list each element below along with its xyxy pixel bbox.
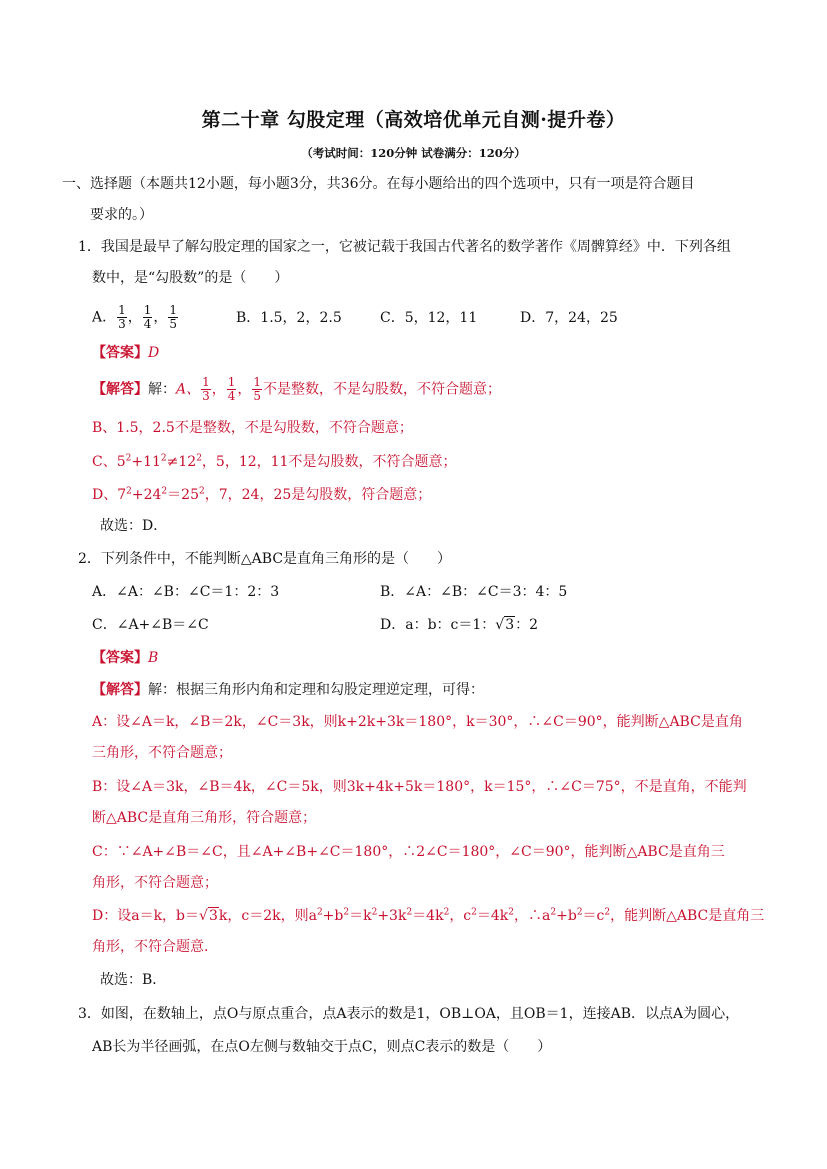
- doc-title: 第二十章 勾股定理（高效培优单元自测·提升卷）: [201, 109, 626, 131]
- fraction: $\frac{1}{5}$: [253, 375, 262, 403]
- fraction: $\frac{1}{3}$: [202, 375, 210, 403]
- q3-stem-line1: 3．如图，在数轴上，点O与原点重合，点A表示的数是1，OB⊥OA，且OB＝1，连接AB．以点A为圆心，: [78, 1006, 740, 1022]
- q1-option-c: C．5，12，11: [380, 310, 478, 326]
- q2-stem: 2．下列条件中，不能判断△ABC是直角三角形的是（ ）: [78, 551, 452, 567]
- q2-analysis-a-line1: A：设∠A＝k，∠B＝2k，∠C＝3k，则k+2k+3k＝180°，k＝30°，∴∠C＝90°，能判断△ABC是直角: [92, 714, 743, 730]
- q2-option-d: D．a：b：c＝1：√3：2: [380, 617, 539, 633]
- q2-answer: 【答案】B: [92, 650, 159, 666]
- fraction: $\frac{1}{4}$: [143, 303, 152, 331]
- q3-stem-line2: AB长为半径画弧，在点O左侧与数轴交于点C，则点C表示的数是（ ）: [92, 1039, 552, 1055]
- q1-option-d: D．7，24，25: [520, 310, 618, 326]
- q2-option-b: B．∠A：∠B：∠C＝3：4：5: [380, 584, 568, 600]
- sqrt-symbol: √3: [495, 617, 515, 633]
- q2-analysis-intro: 【解答】解：根据三角形内角和定理和勾股定理逆定理，可得：: [92, 682, 484, 698]
- q1-choose: 故选：D．: [100, 518, 168, 534]
- q2-option-c: C．∠A+∠B＝∠C: [92, 617, 209, 633]
- q1-answer: 【答案】D: [92, 345, 160, 361]
- q1-analysis-b: B、1.5，2.5不是整数，不是勾股数，不符合题意；: [92, 420, 413, 436]
- section-heading-line2: 要求的。）: [90, 207, 153, 223]
- sqrt-symbol: √3: [199, 908, 218, 924]
- q1-option-a: A． $\frac{1}{3}$ ， $\frac{1}{4}$ ， $\frac{1}{5}$: [92, 303, 178, 331]
- q1-analysis-c: C、$5^2+11^2\ne 12^2$，5，12，11不是勾股数，不符合题意；: [92, 453, 457, 470]
- section-heading-line1: 一、选择题（本题共12小题，每小题3分，共36分。在每小题给出的四个选项中，只有一项是符合题目: [62, 176, 695, 192]
- q1-stem-line2: 数中，是“勾股数”的是（ ）: [92, 270, 289, 286]
- q2-option-a: A．∠A：∠B：∠C＝1：2：3: [92, 584, 280, 600]
- q1-option-b: B．1.5，2，2.5: [236, 310, 342, 326]
- q2-analysis-a-line2: 三角形，不符合题意；: [92, 745, 232, 761]
- q2-analysis-c-line2: 角形，不符合题意；: [92, 875, 218, 891]
- q1-stem-line1: 1．我国是最早了解勾股定理的国家之一，它被记载于我国古代著名的数学著作《周髀算经》中．下列各组: [78, 239, 731, 255]
- fraction: $\frac{1}{4}$: [227, 375, 236, 403]
- q1-analysis-a: 【解答】解：A、 $\frac{1}{3}$ ， $\frac{1}{4}$ ， $\frac{1}{5}$ 不是整数，不是勾股数，不符合题意；: [92, 375, 502, 403]
- q2-analysis-b-line1: B：设∠A＝3k，∠B＝4k，∠C＝5k，则3k+4k+5k＝180°，k＝15°，∴∠C＝75°，不是直角，不能判: [92, 779, 747, 795]
- q2-analysis-d-line1: D：设a＝k，b＝√3k，c＝2k，则$a^2+b^2=k^2+3k^2=4k^2$，$c^2=4k^2$，$\therefore a^2+b^2=c^2$，能判断△ABC是直角三: [92, 907, 765, 924]
- q2-analysis-c-line1: C：∵∠A+∠B＝∠C，且∠A+∠B+∠C＝180°，∴2∠C＝180°，∠C＝90°，能判断△ABC是直角三: [92, 844, 725, 860]
- fraction: $\frac{1}{5}$: [169, 303, 178, 331]
- doc-subtitle: （考试时间：120分钟 试卷满分：120分）: [301, 146, 526, 160]
- fraction: $\frac{1}{3}$: [118, 303, 126, 331]
- q2-analysis-b-line2: 断△ABC是直角三角形，符合题意；: [92, 810, 317, 826]
- q1-analysis-d: D、$7^2+24^2=25^2$，7，24，25是勾股数，符合题意；: [92, 486, 432, 503]
- q2-choose: 故选：B．: [100, 972, 167, 988]
- q2-analysis-d-line2: 角形，不符合题意．: [92, 939, 218, 955]
